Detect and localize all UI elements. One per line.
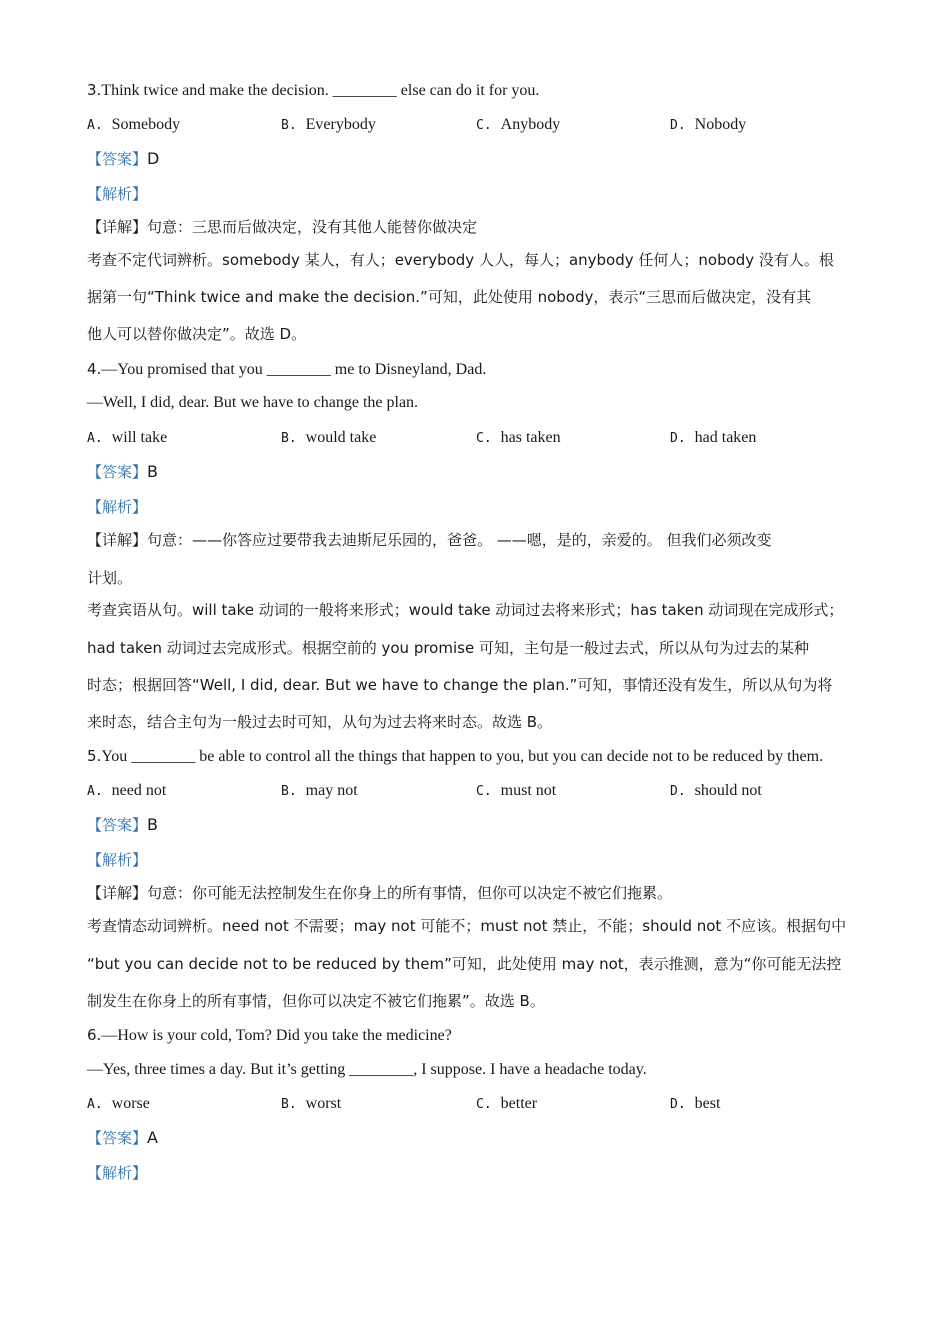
answer-label: 【答案】 xyxy=(87,150,148,168)
explanation-line: 他人可以替你做决定”。故选 D。 xyxy=(87,325,307,343)
option-text: must not xyxy=(500,782,557,799)
option-c xyxy=(476,428,561,449)
option-letter: C. xyxy=(476,118,492,133)
question-number: 4. xyxy=(87,360,102,378)
option-text: may not xyxy=(305,782,358,799)
question-number: 5. xyxy=(87,747,102,765)
explanation-line: 时态；根据回答“Well, I did, dear. But we have to change the plan.”可知，事情还没有发生，所以从句为将 xyxy=(87,676,833,694)
answer-label: 【答案】 xyxy=(87,463,148,481)
option-text: Somebody xyxy=(111,116,181,133)
detail-line xyxy=(87,217,477,237)
explanation-line: 据第一句“Think twice and make the decision.”可知，此处使用 nobody，表示“三思而后做决定，没有其 xyxy=(87,288,812,306)
option-text: better xyxy=(500,1095,538,1112)
option-text: Nobody xyxy=(694,116,747,133)
option-d xyxy=(670,428,756,449)
option-letter: D. xyxy=(670,118,686,133)
option-text: worse xyxy=(111,1095,150,1112)
question-text: —How is your cold, Tom? Did you take the medicine? xyxy=(101,1027,452,1044)
option-text: had taken xyxy=(694,429,757,446)
answer-line xyxy=(87,1128,158,1149)
analysis-label: 【解析】 xyxy=(87,1164,148,1182)
answer-value: D xyxy=(147,149,160,168)
analysis-line xyxy=(87,497,147,518)
answer-line xyxy=(87,149,159,170)
explanation-line: 制发生在你身上的所有事情，但你可以决定不被它们拖累”。故选 B。 xyxy=(87,992,545,1010)
option-a xyxy=(87,781,166,802)
option-letter: C. xyxy=(476,1097,492,1112)
explanation-line: had taken 动词过去完成形式。根据空前的 you promise 可知，主句是一般过去式，所以从句为过去的某种 xyxy=(87,639,809,657)
explanation-line: 考查情态动词辨析。need not 不需要；may not 可能不；must not 禁止，不能；should not 不应该。根据句中 xyxy=(87,917,847,935)
detail-line xyxy=(87,530,772,550)
option-text: will take xyxy=(111,429,168,446)
option-letter: C. xyxy=(476,784,492,799)
answer-value: B xyxy=(147,815,158,834)
detail-text: 句意：——你答应过要带我去迪斯尼乐园的，爸爸。 ——嗯，是的，亲爱的。 但我们必须改变 xyxy=(147,531,772,549)
analysis-label: 【解析】 xyxy=(87,498,148,516)
option-d xyxy=(670,115,746,136)
question-text: You ________ be able to control all the things that happen to you, but you can decide not to be reduced by them. xyxy=(101,748,824,765)
question-text: —Yes, three times a day. But it’s getting ________, I suppose. I have a headache today. xyxy=(87,1061,647,1078)
analysis-line xyxy=(87,1163,147,1184)
option-b xyxy=(281,428,376,449)
answer-value: A xyxy=(147,1128,158,1147)
question-text: Think twice and make the decision. ________ else can do it for you. xyxy=(101,82,540,99)
option-letter: A. xyxy=(87,1097,103,1112)
option-text: Everybody xyxy=(305,116,376,133)
detail-line xyxy=(87,883,672,903)
analysis-line xyxy=(87,184,147,205)
option-letter: B. xyxy=(281,118,297,133)
option-text: should not xyxy=(694,782,762,799)
explanation-line: 计划。 xyxy=(87,569,133,587)
detail-label: 【详解】 xyxy=(87,218,148,236)
question-5-stem xyxy=(87,746,823,767)
option-b xyxy=(281,781,358,802)
detail-text: 句意：你可能无法控制发生在你身上的所有事情，但你可以决定不被它们拖累。 xyxy=(147,884,673,902)
option-text: Anybody xyxy=(500,116,561,133)
answer-line xyxy=(87,462,158,483)
question-6-stem xyxy=(87,1025,452,1046)
question-number: 6. xyxy=(87,1026,102,1044)
question-text: —Well, I did, dear. But we have to change the plan. xyxy=(87,394,419,411)
option-c xyxy=(476,781,556,802)
option-a xyxy=(87,115,180,136)
answer-label: 【答案】 xyxy=(87,816,148,834)
analysis-label: 【解析】 xyxy=(87,851,148,869)
option-letter: A. xyxy=(87,118,103,133)
question-number: 3. xyxy=(87,81,102,99)
explanation-line: 来时态，结合主句为一般过去时可知，从句为过去将来时态。故选 B。 xyxy=(87,713,553,731)
answer-label: 【答案】 xyxy=(87,1129,148,1147)
analysis-label: 【解析】 xyxy=(87,185,148,203)
option-b xyxy=(281,1094,341,1115)
option-letter: A. xyxy=(87,431,103,446)
detail-text: 句意：三思而后做决定，没有其他人能替你做决定 xyxy=(147,218,478,236)
option-letter: B. xyxy=(281,784,297,799)
detail-label: 【详解】 xyxy=(87,531,148,549)
question-3-stem xyxy=(87,80,539,101)
explanation-line: 考查宾语从句。will take 动词的一般将来形式；would take 动词过去将来形式；has taken 动词现在完成形式； xyxy=(87,601,844,619)
answer-value: B xyxy=(147,462,158,481)
option-text: best xyxy=(694,1095,721,1112)
option-c xyxy=(476,1094,537,1115)
detail-label: 【详解】 xyxy=(87,884,148,902)
question-4-stem xyxy=(87,359,486,380)
option-text: would take xyxy=(305,429,377,446)
option-letter: B. xyxy=(281,1097,297,1112)
question-text: —You promised that you ________ me to Disneyland, Dad. xyxy=(101,361,487,378)
option-a xyxy=(87,428,167,449)
option-letter: D. xyxy=(670,1097,686,1112)
option-letter: D. xyxy=(670,431,686,446)
option-letter: D. xyxy=(670,784,686,799)
analysis-line xyxy=(87,850,147,871)
option-text: need not xyxy=(111,782,167,799)
option-c xyxy=(476,115,560,136)
option-text: worst xyxy=(305,1095,342,1112)
option-letter: C. xyxy=(476,431,492,446)
option-d xyxy=(670,781,762,802)
answer-line xyxy=(87,815,158,836)
option-b xyxy=(281,115,376,136)
explanation-line: “but you can decide not to be reduced by them”可知，此处使用 may not，表示推测，意为“你可能无法控 xyxy=(87,955,842,973)
option-d xyxy=(670,1094,720,1115)
option-letter: A. xyxy=(87,784,103,799)
option-letter: B. xyxy=(281,431,297,446)
explanation-line: 考查不定代词辨析。somebody 某人，有人；everybody 人人，每人；anybody 任何人；nobody 没有人。根 xyxy=(87,251,834,269)
option-a xyxy=(87,1094,150,1115)
option-text: has taken xyxy=(500,429,561,446)
